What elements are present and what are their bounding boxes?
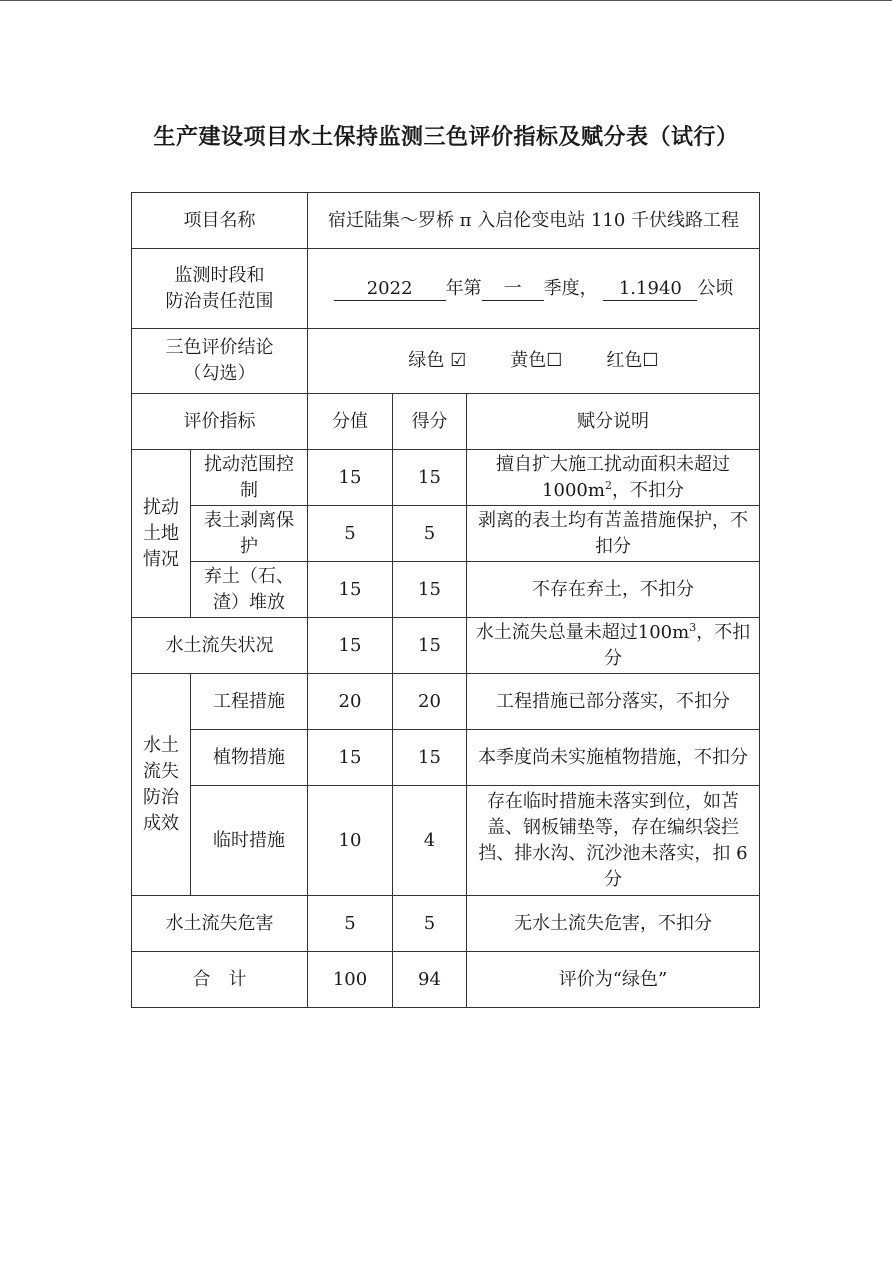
- option-red-unchecked[interactable]: 红色☐: [606, 350, 659, 371]
- row-score: 5: [308, 506, 393, 562]
- row-got: 20: [393, 674, 467, 730]
- row-name: 水土流失危害: [132, 896, 308, 952]
- conclusion-label: [132, 329, 308, 394]
- row-note: 剥离的表土均有苫盖措施保护，不扣分: [467, 506, 760, 562]
- row-note: 工程措施已部分落实，不扣分: [467, 674, 760, 730]
- header-row: [132, 394, 760, 450]
- row-note: 评价为“绿色”: [467, 952, 760, 1008]
- note-tail: 1000m: [542, 479, 605, 501]
- row-got: 5: [393, 896, 467, 952]
- row-score: 100: [308, 952, 393, 1008]
- period-label-line1: 监测时段和: [174, 264, 265, 286]
- row-score: 5: [308, 896, 393, 952]
- row-got: 15: [393, 618, 467, 674]
- row-got: 4: [393, 786, 467, 896]
- row-got: 15: [393, 562, 467, 618]
- table-row: [132, 730, 760, 786]
- row-name: 植物措施: [191, 730, 308, 786]
- table-row: [132, 506, 760, 562]
- table-row: [132, 896, 760, 952]
- row-score: 15: [308, 450, 393, 506]
- area-value: 1.1940: [603, 278, 697, 301]
- row-got: 94: [393, 952, 467, 1008]
- period-label-line2: 防治责任范围: [165, 290, 274, 312]
- page-title: 生产建设项目水土保持监测三色评价指标及赋分表（试行）: [153, 125, 739, 150]
- row-name: 扰动范围控制: [191, 450, 308, 506]
- table-row: [132, 674, 760, 730]
- row-got: 15: [393, 730, 467, 786]
- note-superscript: 3: [689, 620, 697, 634]
- table-row: [132, 450, 760, 506]
- row-score: 10: [308, 786, 393, 896]
- project-label: 项目名称: [132, 193, 308, 249]
- total-row: [132, 952, 760, 1008]
- row-score: 15: [308, 618, 393, 674]
- row-score: 20: [308, 674, 393, 730]
- row-score: 15: [308, 562, 393, 618]
- note-text: 擅自扩大施工扰动面积未超过: [496, 453, 730, 475]
- note-end: ，不扣分: [611, 479, 684, 501]
- top-border-line: [0, 0, 892, 1]
- row-note: 无水土流失危害，不扣分: [467, 896, 760, 952]
- conclusion-options: [308, 329, 760, 394]
- row-name: 水土流失状况: [132, 618, 308, 674]
- year-value: 2022: [334, 278, 446, 301]
- evaluation-table: [131, 192, 760, 1008]
- header-score: 分值: [308, 394, 393, 450]
- option-yellow-unchecked[interactable]: 黄色☐: [510, 350, 563, 371]
- row-name: 合 计: [132, 952, 308, 1008]
- header-indicator: 评价指标: [132, 394, 308, 450]
- year-suffix: 年第: [445, 277, 482, 299]
- period-value: [308, 249, 760, 329]
- conclusion-label-line1: 三色评价结论: [165, 337, 274, 358]
- quarter-suffix: 季度，: [543, 277, 598, 299]
- row-note: [467, 450, 760, 506]
- conclusion-row: [132, 329, 760, 394]
- area-unit: 公顷: [697, 277, 734, 299]
- project-row: [132, 193, 760, 249]
- group-control: 水土流失防治成效: [132, 674, 191, 896]
- project-value: 宿迁陆集～罗桥 π 入启伦变电站 110 千伏线路工程: [308, 193, 760, 249]
- row-score: 15: [308, 730, 393, 786]
- table-row: [132, 786, 760, 896]
- conclusion-label-line2: （勾选）: [183, 363, 256, 384]
- row-got: 5: [393, 506, 467, 562]
- option-green-checked[interactable]: 绿色 ☑: [408, 350, 467, 371]
- note-tail: 100m: [637, 621, 690, 643]
- header-got: 得分: [393, 394, 467, 450]
- period-label: [132, 249, 308, 329]
- row-name: 表土剥离保护: [191, 506, 308, 562]
- row-name: 弃土（石、渣）堆放: [191, 562, 308, 618]
- row-note: 存在临时措施未落实到位，如苫盖、钢板铺垫等，存在编织袋拦挡、排水沟、沉沙池未落实，扣 6 分: [467, 786, 760, 896]
- row-name: 临时措施: [191, 786, 308, 896]
- header-note: 赋分说明: [467, 394, 760, 450]
- period-row: [132, 249, 760, 329]
- row-note: 不存在弃土，不扣分: [467, 562, 760, 618]
- quarter-value: 一: [482, 278, 544, 301]
- row-note: [467, 618, 760, 674]
- table-row: [132, 562, 760, 618]
- row-name: 工程措施: [191, 674, 308, 730]
- note-superscript: 2: [604, 478, 612, 492]
- table-row: [132, 618, 760, 674]
- note-end: ，不扣分: [604, 621, 751, 669]
- row-note: 本季度尚未实施植物措施，不扣分: [467, 730, 760, 786]
- row-got: 15: [393, 450, 467, 506]
- group-disturb: 扰动土地情况: [132, 450, 191, 618]
- note-text: 水土流失总量未超过: [475, 621, 638, 643]
